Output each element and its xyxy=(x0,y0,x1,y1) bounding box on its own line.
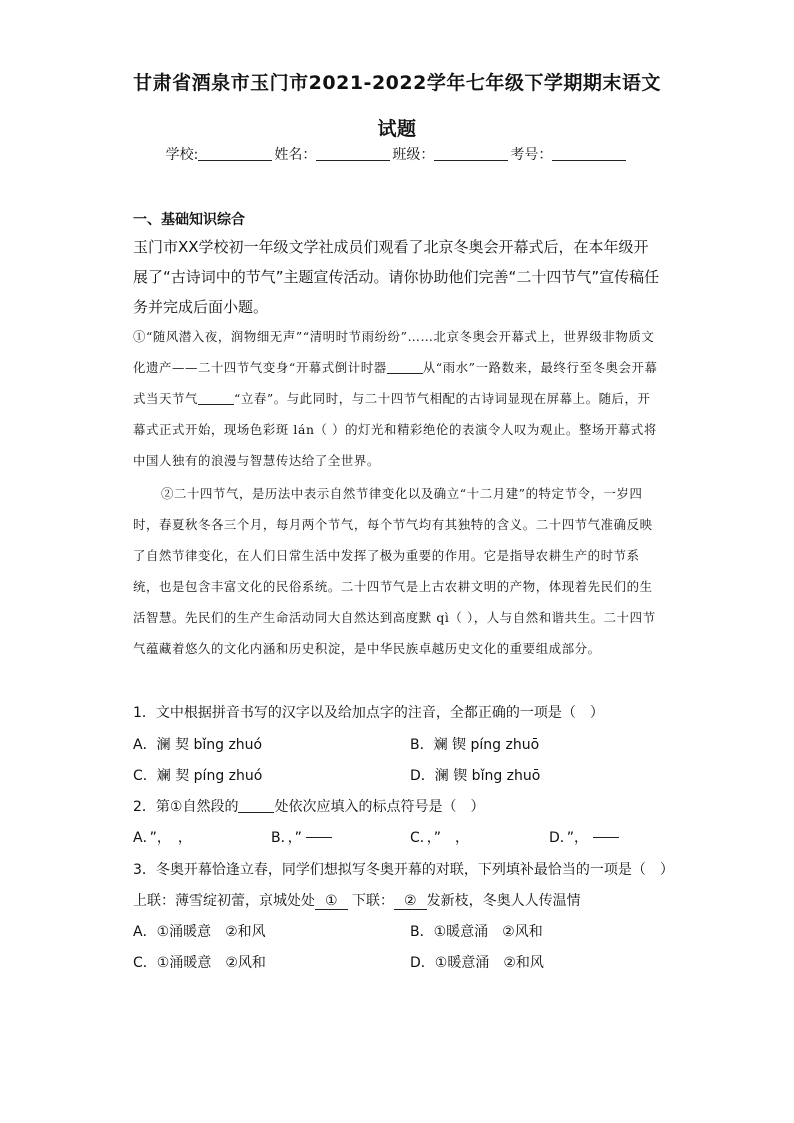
q3-option-d[interactable]: D．①暖意涌 ②和风 xyxy=(410,955,544,971)
q2-stem-a: 2．第①自然段的 xyxy=(133,799,239,815)
para1-text-c: “立春”。与此同时，与二十四节气相配的古诗词显现在屏幕上。随后，开幕式正式开始，现场色彩斑 lán（ ）的灯光和精彩绝伦的表演令人叹为观止。整场开幕式将中国人独有的浪漫与智慧传达给了全世界。 xyxy=(133,391,657,468)
q3-option-c[interactable]: C．①涌暖意 ②风和 xyxy=(133,955,266,971)
school-blank[interactable] xyxy=(198,146,272,161)
section-heading: 一、基础知识综合 xyxy=(133,212,245,228)
q2-option-d-dash xyxy=(593,837,619,838)
q3-couplet-lower-label: 下联： xyxy=(347,893,395,909)
fill-blank-1 xyxy=(387,361,423,374)
number-blank[interactable] xyxy=(552,146,626,161)
page-title: 甘肃省酒泉市玉门市2021-2022学年七年级下学期期末语文 xyxy=(133,72,661,94)
student-info-line xyxy=(0,144,794,164)
para1-text-a: ①“随风潜入夜，润物细无声”“清明时节雨纷纷”……北京冬奥会开幕式上，世界级非物质文化遗产——二十四节气变身“开幕式倒计时器 xyxy=(133,329,655,375)
q1-option-c[interactable]: C．斓 契 píng zhuó xyxy=(133,768,263,784)
q1-option-a[interactable]: A．澜 契 bǐng zhuó xyxy=(133,737,263,753)
intro-paragraph: 玉门市XX学校初一年级文学社成员们观看了北京冬奥会开幕式后，在本年级开展了“古诗词中的节气”主题宣传活动。请你协助他们完善“二十四节气”宣传稿任务并完成后面小题。 xyxy=(133,238,660,316)
q2-option-b-dash xyxy=(306,837,332,838)
question-2-stem xyxy=(133,796,673,816)
para1-text-b: 从“雨水”一路数来，最终行至冬奥会开幕式当天节气 xyxy=(133,360,658,406)
q2-option-b[interactable] xyxy=(271,827,332,847)
q2-stem-blank xyxy=(238,800,274,813)
page-title-continued: 试题 xyxy=(377,118,417,140)
q3-option-a[interactable]: A．①涌暖意 ②和风 xyxy=(133,924,266,940)
q2-option-c[interactable]: C．，” ， xyxy=(410,830,470,846)
q2-option-b-label: B．，” xyxy=(271,830,302,846)
name-blank[interactable] xyxy=(316,146,390,161)
q2-option-a[interactable]: A．”， ， xyxy=(133,830,192,846)
q1-option-b[interactable]: B．斓 锲 píng zhuō xyxy=(410,737,540,753)
q1-option-d[interactable]: D．澜 锲 bǐng zhuō xyxy=(410,768,541,784)
q2-option-d[interactable] xyxy=(549,827,619,847)
q3-option-b[interactable]: B．①暖意涌 ②风和 xyxy=(410,924,543,940)
question-1-stem: 1．文中根据拼音书写的汉字以及给加点字的注音，全都正确的一项是（ ） xyxy=(133,705,604,721)
q3-couplet-lower: 发新枝，冬奥人人传温情 xyxy=(426,893,581,909)
school-label: 学校: xyxy=(165,147,199,163)
q3-couplet-blank-2: ② xyxy=(394,893,427,910)
q2-option-d-label: D．”， xyxy=(549,830,589,846)
class-blank[interactable] xyxy=(434,146,508,161)
passage-paragraph-1 xyxy=(133,321,663,476)
fill-blank-2 xyxy=(198,392,234,405)
q3-couplet-upper: 上联：薄雪绽初蕾，京城处处 xyxy=(133,893,315,909)
q3-couplet-blank-1: ① xyxy=(315,893,348,910)
name-label: 姓名： xyxy=(274,147,317,163)
number-label: 考号： xyxy=(510,147,553,163)
class-label: 班级： xyxy=(392,147,435,163)
question-3-stem: 3．冬奥开幕恰逢立春，同学们想拟写冬奥开幕的对联，下列填补最恰当的一项是（ ） xyxy=(133,862,674,878)
q2-stem-b: 处依次应填入的标点符号是（ ） xyxy=(274,799,485,815)
passage-paragraph-2: ②二十四节气，是历法中表示自然节律变化以及确立“十二月建”的特定节令，一岁四时，春夏秋冬各三个月，每月两个节气，每个节气均有其独特的含义。二十四节气准确反映了自然节律变化，在人们日常生活中发挥了极为重要的作用。它是指导农耕生产的时节系统，也是包含丰富文化的民俗系统。二十四节气是上古农耕文明的产物，体现着先民们的生活智慧。先民们的生产生命活动同大自然达到高度默 qì（ ），人与自然和谐共生。二十四节气蕴藏着悠久的文化内涵和历史积淀，是中华民族卓越历史文化的重要组成部分。 xyxy=(133,486,656,656)
q3-couplet-line xyxy=(133,890,673,910)
